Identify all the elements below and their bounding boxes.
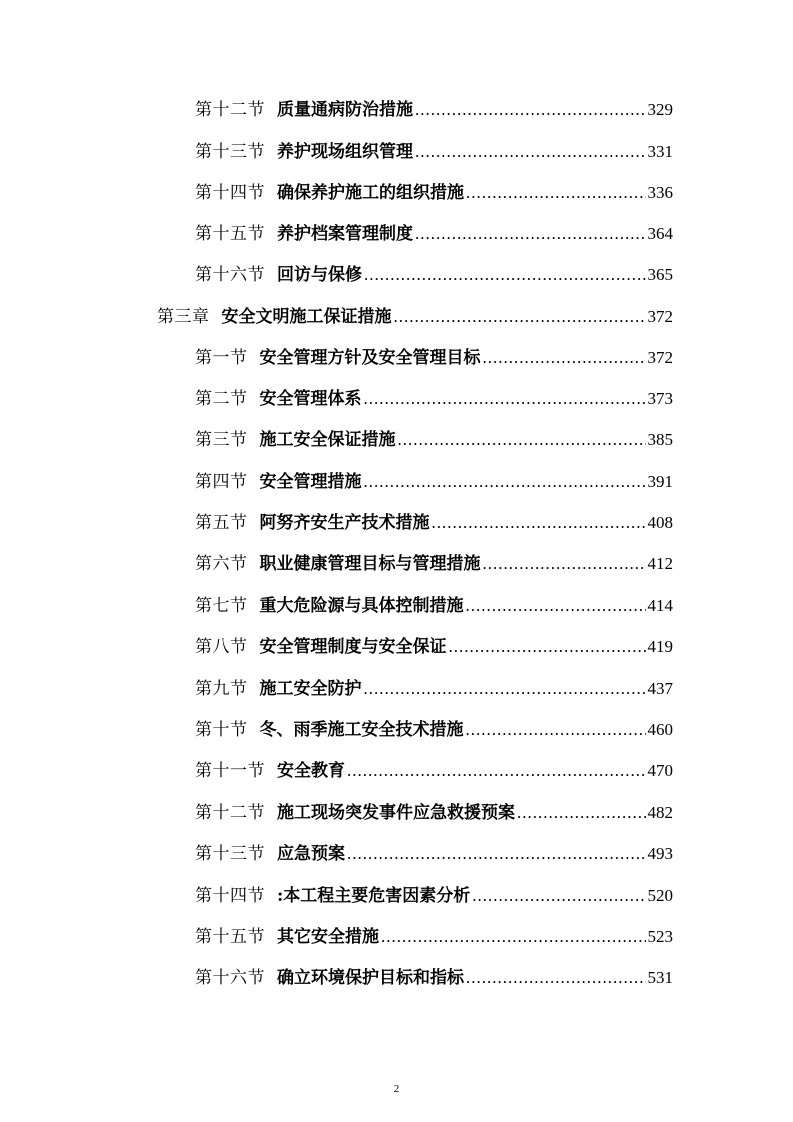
toc-entry-title: 安全文明施工保证措施 bbox=[221, 307, 392, 327]
toc-entry-page: 372 bbox=[647, 307, 673, 326]
toc-entry-title: 施工安全防护 bbox=[259, 679, 362, 699]
toc-entry-title: 养护现场组织管理 bbox=[277, 142, 413, 162]
toc-entry-title: 职业健康管理目标与管理措施 bbox=[259, 554, 481, 574]
toc-entry-title: 安全管理方针及安全管理目标 bbox=[259, 348, 481, 368]
toc-entry-number: 第三章 bbox=[157, 307, 210, 326]
toc-leader-dots bbox=[364, 677, 646, 701]
toc-entry[interactable] bbox=[195, 428, 673, 452]
toc-entry-number: 第十三节 bbox=[195, 142, 265, 161]
toc-entry-title: 安全管理制度与安全保证 bbox=[259, 637, 447, 657]
toc-entry-number: 第二节 bbox=[195, 389, 248, 408]
toc-entry[interactable] bbox=[195, 470, 673, 494]
toc-entry-number: 第十四节 bbox=[195, 886, 265, 905]
toc-entry-page: 408 bbox=[647, 513, 673, 532]
toc-entry-page: 437 bbox=[647, 679, 673, 698]
toc-entry-number: 第五节 bbox=[195, 513, 248, 532]
toc-leader-dots bbox=[415, 222, 646, 246]
toc-entry[interactable] bbox=[195, 635, 673, 659]
toc-leader-dots bbox=[394, 305, 646, 329]
toc-entry-title: 其它安全措施 bbox=[277, 927, 379, 947]
toc-entry-page: 365 bbox=[647, 265, 673, 284]
toc-entry-title: 冬、雨季施工安全技术措施 bbox=[259, 720, 464, 740]
toc-entry-number: 第十二节 bbox=[195, 803, 265, 822]
toc-entry-page: 523 bbox=[647, 927, 673, 946]
toc-entry-page: 460 bbox=[647, 720, 673, 739]
toc-entry-page: 412 bbox=[647, 554, 673, 573]
toc-entry-title: 应急预案 bbox=[277, 844, 345, 864]
toc-entry[interactable] bbox=[195, 759, 673, 783]
toc-leader-dots bbox=[398, 428, 646, 452]
toc-entry-number: 第十五节 bbox=[195, 224, 265, 243]
toc-entry-number: 第十六节 bbox=[195, 968, 265, 987]
toc-entry-number: 第六节 bbox=[195, 554, 248, 573]
toc-entry-page: 329 bbox=[647, 100, 673, 119]
toc-entry[interactable] bbox=[195, 263, 673, 287]
toc-entry-page: 482 bbox=[647, 803, 673, 822]
toc-entry-title: 确保养护施工的组织措施 bbox=[277, 183, 464, 203]
toc-entry-number: 第十一节 bbox=[195, 761, 265, 780]
toc-entry-page: 373 bbox=[647, 389, 673, 408]
toc-leader-dots bbox=[364, 387, 646, 411]
toc-leader-dots bbox=[466, 594, 646, 618]
toc-entry[interactable] bbox=[195, 387, 673, 411]
toc-entry[interactable] bbox=[195, 511, 673, 535]
toc-leader-dots bbox=[483, 346, 646, 370]
toc-entry-title: 回访与保修 bbox=[277, 265, 362, 285]
toc-leader-dots bbox=[466, 718, 646, 742]
toc-entry[interactable] bbox=[195, 140, 673, 164]
toc-entry-page: 336 bbox=[647, 183, 673, 202]
toc-leader-dots bbox=[466, 966, 646, 990]
toc-entry-number: 第十六节 bbox=[195, 265, 265, 284]
toc-entry[interactable] bbox=[195, 925, 673, 949]
toc-entry[interactable] bbox=[195, 552, 673, 576]
toc-entry[interactable] bbox=[195, 346, 673, 370]
toc-entry-title: 安全管理体系 bbox=[259, 389, 362, 409]
toc-entry-title: 确立环境保护目标和指标 bbox=[277, 968, 464, 988]
toc-entry-page: 331 bbox=[647, 142, 673, 161]
toc-leader-dots bbox=[364, 470, 646, 494]
toc-leader-dots bbox=[364, 263, 646, 287]
toc-entry-title: 重大危险源与具体控制措施 bbox=[259, 596, 464, 616]
toc-entry-page: 520 bbox=[647, 886, 673, 905]
toc-leader-dots bbox=[466, 181, 646, 205]
toc-entry-page: 531 bbox=[647, 968, 673, 987]
toc-leader-dots bbox=[483, 552, 646, 576]
toc-leader-dots bbox=[381, 925, 646, 949]
toc-leader-dots bbox=[449, 635, 646, 659]
toc-entry-number: 第十二节 bbox=[195, 100, 265, 119]
toc-entry[interactable] bbox=[195, 718, 673, 742]
toc-entry[interactable] bbox=[195, 222, 673, 246]
toc-leader-dots bbox=[415, 98, 646, 122]
toc-entry-number: 第十五节 bbox=[195, 927, 265, 946]
toc-entry-number: 第一节 bbox=[195, 348, 248, 367]
toc-entry-page: 372 bbox=[647, 348, 673, 367]
toc-entry-page: 391 bbox=[647, 472, 673, 491]
toc-entry-page: 493 bbox=[647, 844, 673, 863]
toc-entry[interactable] bbox=[195, 594, 673, 618]
toc-entry-page: 364 bbox=[647, 224, 673, 243]
toc-entry[interactable] bbox=[195, 677, 673, 701]
toc-entry-number: 第八节 bbox=[195, 637, 248, 656]
toc-entry-title: 安全管理措施 bbox=[259, 472, 362, 492]
toc-leader-dots bbox=[472, 884, 645, 908]
toc-entry[interactable] bbox=[195, 884, 673, 908]
toc-entry-number: 第七节 bbox=[195, 596, 248, 615]
toc-leader-dots bbox=[415, 140, 646, 164]
toc-entry[interactable] bbox=[195, 98, 673, 122]
toc-entry-title: 养护档案管理制度 bbox=[277, 224, 413, 244]
toc-entry-number: 第三节 bbox=[195, 430, 248, 449]
toc-entry-page: 470 bbox=[647, 761, 673, 780]
toc-entry-page: 419 bbox=[647, 637, 673, 656]
toc-entry-number: 第九节 bbox=[195, 679, 248, 698]
page-number: 2 bbox=[393, 1083, 400, 1095]
toc-leader-dots bbox=[347, 759, 646, 783]
toc-entry-number: 第十三节 bbox=[195, 844, 265, 863]
toc-leader-dots bbox=[517, 801, 646, 825]
toc-entry-page: 414 bbox=[647, 596, 673, 615]
toc-entry[interactable] bbox=[195, 842, 673, 866]
toc-entry-title: 施工安全保证措施 bbox=[259, 430, 396, 450]
toc-entry[interactable] bbox=[195, 181, 673, 205]
toc-entry-title: 质量通病防治措施 bbox=[277, 100, 413, 120]
toc-entry-number: 第十四节 bbox=[195, 183, 265, 202]
toc-entry-number: 第四节 bbox=[195, 472, 248, 491]
toc-entry[interactable] bbox=[195, 801, 673, 825]
toc-entry-title: 安全教育 bbox=[277, 761, 345, 781]
toc-entry-title: 阿努齐安生产技术措施 bbox=[259, 513, 430, 533]
toc-entry-title: 施工现场突发事件应急救援预案 bbox=[277, 803, 515, 823]
toc-leader-dots bbox=[347, 842, 646, 866]
toc-entry-number: 第十节 bbox=[195, 720, 248, 739]
toc-entry-title: :本工程主要危害因素分析 bbox=[277, 886, 471, 906]
toc-leader-dots bbox=[432, 511, 646, 535]
toc-entry-page: 385 bbox=[647, 430, 673, 449]
toc-entry[interactable] bbox=[195, 966, 673, 990]
toc-chapter-entry[interactable] bbox=[157, 305, 673, 329]
